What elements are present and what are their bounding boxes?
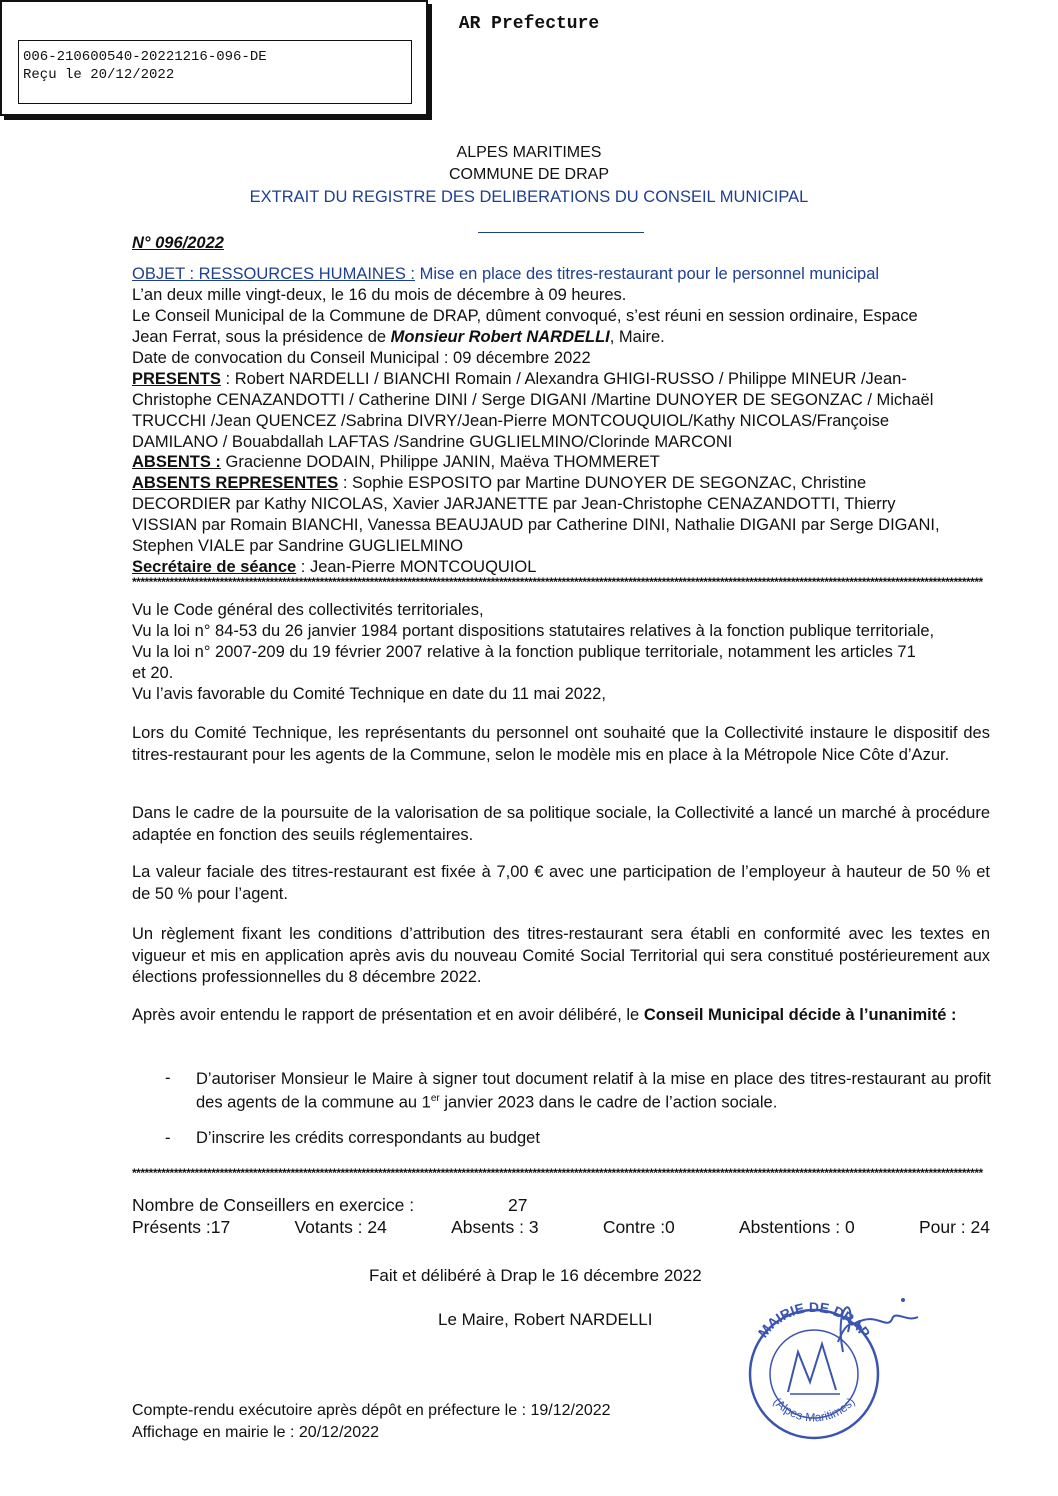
separator-stars-bottom: ************************************************************************************************************************************************************************************************************ (132, 1166, 983, 1180)
vote-contre: Contre :0 (602, 1217, 675, 1237)
conseillers-value: 27 (508, 1195, 528, 1215)
department-title: ALPES MARITIMES (456, 144, 602, 161)
paragraph-comite: Lors du Comité Technique, les représentants du personnel ont souhaité que la Collectivité instaure le dispositif des titres-restaurant pour les agents de la Commune, selon le modèle mis en place à la Métropole Nice Côte d’Azur. (132, 724, 990, 764)
represents-text-1: : Sophie ESPOSITO par Martine DUNOYER DE SEGONZAC, Christine (338, 474, 867, 492)
stamp-received-date: Reçu le 20/12/2022 (23, 67, 175, 83)
vote-presents: Présents :17 (132, 1217, 231, 1237)
intro-presidence (132, 327, 992, 349)
ar-prefecture-stamp (0, 0, 600, 116)
intro-presidence-end: , Maire. (609, 328, 665, 346)
paragraph-valeur: La valeur faciale des titres-restaurant est fixée à 7,00 € avec une participation de l’employeur à hauteur de 50 % et de 50 % pour l’agent. (132, 863, 990, 903)
objet-text: Mise en place des titres-restaurant pour le personnel municipal (415, 265, 880, 283)
objet-line (132, 264, 992, 286)
represents-line-3: VISSIAN par Romain BIANCHI, Vanessa BEAUJAUD par Catherine DINI, Nathalie DIGANI par Serge DIGANI, (132, 516, 940, 534)
absents-label: ABSENTS : (132, 453, 221, 471)
vu-loi-1984: Vu la loi n° 84-53 du 26 janvier 1984 portant dispositions statutaires relatives à la fonction publique territoriale, (132, 622, 935, 640)
president-name: Monsieur Robert NARDELLI (390, 328, 610, 346)
header-divider (478, 232, 644, 233)
svg-text:MAIRIE DE DRAP (755, 1299, 874, 1340)
intro-presidence-text: Jean Ferrat, sous la présidence de (132, 328, 391, 346)
presents-line-4: DAMILANO / Bouabdallah LAFTAS /Sandrine GUGLIELMINO/Clorinde MARCONI (132, 433, 733, 451)
paragraph-reglement: Un règlement fixant les conditions d’attribution des titres-restaurant sera établi en conformité avec les textes en vigueur et mis en application après avis du nouveau Comité Social Territorial qui sera constitué postérieurement aux élections professionnelles du 8 décembre 2022. (132, 925, 990, 986)
decision-item-1 (196, 1069, 991, 1113)
svg-text:(Alpes-Maritimes) (770, 1395, 857, 1425)
decision-unanimite: Conseil Municipal décide à l’unanimité : (643, 1006, 957, 1024)
intro-convocation: Le Conseil Municipal de la Commune de DRAP, dûment convoqué, s’est réuni en session ordinaire, Espace (132, 307, 918, 325)
vote-results (132, 1217, 990, 1238)
decision-dash-2: - (165, 1129, 171, 1147)
presents-line-3: TRUCCHI /Jean QUENCEZ /Sabrina DIVRY/Jean-Pierre MONTCOUQUIOL/Kathy NICOLAS/Françoise (132, 412, 890, 430)
mairie-seal-icon (718, 1282, 928, 1442)
vu-code: Vu le Code général des collectivités territoriales, (132, 601, 484, 619)
vu-loi-2007-end: et 20. (132, 664, 174, 682)
decision-dash-1: - (165, 1069, 171, 1087)
secretaire-text: : Jean-Pierre MONTCOUQUIOL (296, 558, 537, 576)
presents-label: PRESENTS (132, 370, 221, 388)
seal-bottom-text: (Alpes-Maritimes) (770, 1394, 858, 1425)
decision-1-sup: er (430, 1093, 440, 1104)
stamp-reference: 006-210600540-20221216-096-DE (23, 49, 267, 65)
vote-absents: Absents : 3 (451, 1217, 539, 1237)
extract-title: EXTRAIT DU REGISTRE DES DELIBERATIONS DU CONSEIL MUNICIPAL (249, 188, 809, 206)
decision-item-2: D’inscrire les crédits correspondants au budget (196, 1129, 540, 1147)
represents-label: ABSENTS REPRESENTES (132, 474, 339, 492)
decision-1-end: janvier 2023 dans le cadre de l’action sociale. (439, 1093, 778, 1112)
represents-line-2: DECORDIER par Kathy NICOLAS, Xavier JARJANETTE par Jean-Christophe CENAZANDOTTI, Thierry (132, 495, 896, 513)
footer-executoire: Compte-rendu exécutoire après dépôt en préfecture le : 19/12/2022 (132, 1402, 611, 1419)
represents-line-4: Stephen VIALE par Sandrine GUGLIELMINO (132, 537, 464, 555)
paragraph-marche: Dans le cadre de la poursuite de la valorisation de sa politique sociale, la Collectivité a lancé un marché à procédure adaptée en fonction des seuils réglementaires. (132, 804, 990, 844)
secretaire-label: Secrétaire de séance (132, 558, 297, 576)
absents-text: Gracienne DODAIN, Philippe JANIN, Maëva THOMMERET (220, 453, 660, 471)
separator-stars-top: ************************************************************************************************************************************************************************************************************ (132, 575, 983, 589)
vote-abstentions: Abstentions : 0 (738, 1217, 855, 1237)
presents-line-1 (132, 369, 992, 391)
intro-date: L’an deux mille vingt-deux, le 16 du mois de décembre à 09 heures. (132, 286, 627, 304)
stamp-box (18, 40, 412, 104)
objet-label: OBJET : RESSOURCES HUMAINES : (132, 265, 415, 283)
represents-line-1 (132, 473, 992, 495)
deliberation-number: N° 096/2022 (132, 234, 224, 252)
vote-votants: Votants : 24 (294, 1217, 387, 1237)
decision-intro: Après avoir entendu le rapport de présentation et en avoir délibéré, le (132, 1006, 644, 1024)
paragraph-decision (132, 1005, 990, 1027)
footer-affichage: Affichage en mairie le : 20/12/2022 (132, 1424, 379, 1441)
vu-loi-2007: Vu la loi n° 2007-209 du 19 février 2007 relative à la fonction publique territoriale, notamment les articles 71 (132, 643, 916, 661)
presents-line-2: Christophe CENAZANDOTTI / Catherine DINI / Serge DIGANI /Martine DUNOYER DE SEGONZAC / Michaël (132, 391, 934, 409)
mayor-signature-line: Le Maire, Robert NARDELLI (438, 1310, 653, 1329)
conseillers-label: Nombre de Conseillers en exercice : (132, 1195, 415, 1215)
seal-top-text: MAIRIE DE DRAP (754, 1298, 874, 1341)
presents-text-1: : Robert NARDELLI / BIANCHI Romain / Alexandra GHIGI-RUSSO / Philippe MINEUR /Jean- (220, 370, 907, 388)
vote-pour: Pour : 24 (918, 1217, 990, 1237)
convocation-date: Date de convocation du Conseil Municipal : 09 décembre 2022 (132, 349, 591, 367)
decision-1-text: D’autoriser Monsieur le Maire à signer tout document relatif à la mise en place des titres-restaurant au profit des agents de la commune au 1 (196, 1070, 991, 1112)
vu-avis: Vu l’avis favorable du Comité Technique en date du 11 mai 2022, (132, 685, 606, 703)
absents-line (132, 452, 992, 474)
stamp-title: AR Prefecture (458, 14, 600, 34)
fait-a-drap: Fait et délibéré à Drap le 16 décembre 2022 (369, 1266, 702, 1285)
commune-title: COMMUNE DE DRAP (448, 166, 609, 183)
